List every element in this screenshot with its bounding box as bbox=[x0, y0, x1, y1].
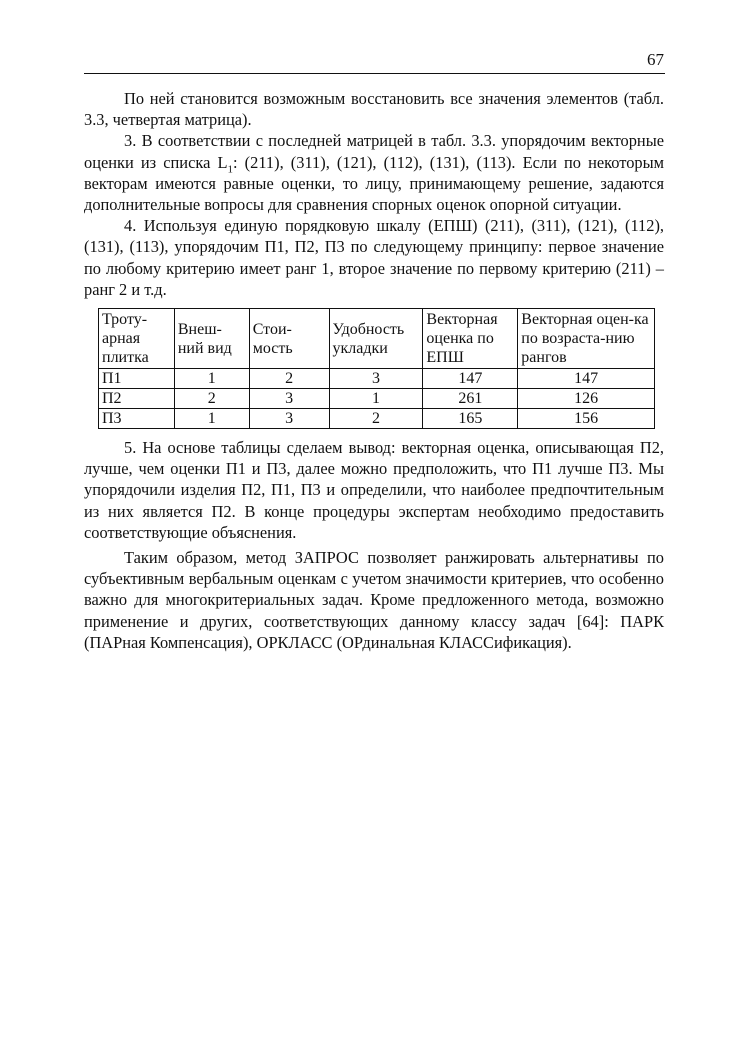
ranking-table bbox=[98, 308, 655, 429]
table-cell: 1 bbox=[174, 409, 249, 429]
table-header-row bbox=[99, 309, 655, 369]
table-cell: 165 bbox=[423, 409, 518, 429]
table-cell: 2 bbox=[174, 389, 249, 409]
paragraph-5: Таким образом, метод ЗАПРОС позволяет ранжировать альтернативы по субъективным вербальным оценкам с учетом значимости критериев, что особенно важно для многокритериальных задач. Кроме предложенного метода, возможно применение и других, соответствующих данному классу задач [64]: ПАРК (ПАРная Компенсация), ОРКЛАСС (ОРдинальная КЛАССификация). bbox=[84, 548, 664, 652]
paragraph-3: 4. Используя единую порядковую шкалу (ЕПШ) (211), (311), (121), (112), (131), (113), упорядочим П1, П2, П3 по следующему принципу: первое значение по любому критерию имеет ранг 1, второе значение по первому критерию (211) – ранг 2 и т.д. bbox=[84, 216, 664, 299]
header-tile: Троту-арная плитка bbox=[99, 309, 175, 369]
table-cell: 147 bbox=[518, 369, 655, 389]
table-cell: 3 bbox=[329, 369, 423, 389]
table-cell: 3 bbox=[249, 389, 329, 409]
paragraph-2 bbox=[84, 130, 664, 215]
header-rule bbox=[84, 73, 665, 74]
table-cell: 1 bbox=[329, 389, 423, 409]
paragraph-1: По ней становится возможным восстановить все значения элементов (табл. 3.3, четвертая матрица). bbox=[84, 89, 664, 130]
paragraph-4: 5. На основе таблицы сделаем вывод: векторная оценка, описывающая П2, лучше, чем оценки П1 и П3, далее можно предположить, что П1 лучше П3. Мы упорядочили изделия П2, П1, П3 и определили, что наиболее предпочтительным из них является П2. В конце процедуры экспертам необходимо предоставить соответствующие объяснения. bbox=[84, 438, 664, 542]
page-content bbox=[84, 88, 664, 653]
table-cell: 2 bbox=[249, 369, 329, 389]
header-appearance: Внеш-ний вид bbox=[174, 309, 249, 369]
table-cell: П2 bbox=[99, 389, 175, 409]
table-cell: 1 bbox=[174, 369, 249, 389]
table-cell: 261 bbox=[423, 389, 518, 409]
table-cell: 126 bbox=[518, 389, 655, 409]
page-number: 67 bbox=[647, 50, 664, 69]
table-cell: 156 bbox=[518, 409, 655, 429]
table-row bbox=[99, 389, 655, 409]
header-vector-epsh: Векторная оценка по ЕПШ bbox=[423, 309, 518, 369]
table-cell: П1 bbox=[99, 369, 175, 389]
paragraph-2-start: 3. В соответствии с последней матрицей в табл. 3.3. упорядочим векторные оценки из списка L bbox=[84, 131, 664, 172]
table-cell: П3 bbox=[99, 409, 175, 429]
table-cell: 3 bbox=[249, 409, 329, 429]
paragraph-2-end: : (211), (311), (121), (112), (131), (113). Если по некоторым векторам имеются равные оценки, то лицу, принимающему решение, задаются дополнительные вопросы для сравнения спорных оценок опорной ситуации. bbox=[84, 152, 664, 215]
list-subscript: 1 bbox=[227, 162, 233, 175]
header-laying: Удобность укладки bbox=[329, 309, 423, 369]
ranking-table-wrapper bbox=[98, 308, 664, 429]
table-row bbox=[99, 409, 655, 429]
table-cell: 147 bbox=[423, 369, 518, 389]
header-cost: Стои-мость bbox=[249, 309, 329, 369]
table-row bbox=[99, 369, 655, 389]
table-cell: 2 bbox=[329, 409, 423, 429]
header-vector-rank: Векторная оцен-ка по возраста-нию рангов bbox=[518, 309, 655, 369]
